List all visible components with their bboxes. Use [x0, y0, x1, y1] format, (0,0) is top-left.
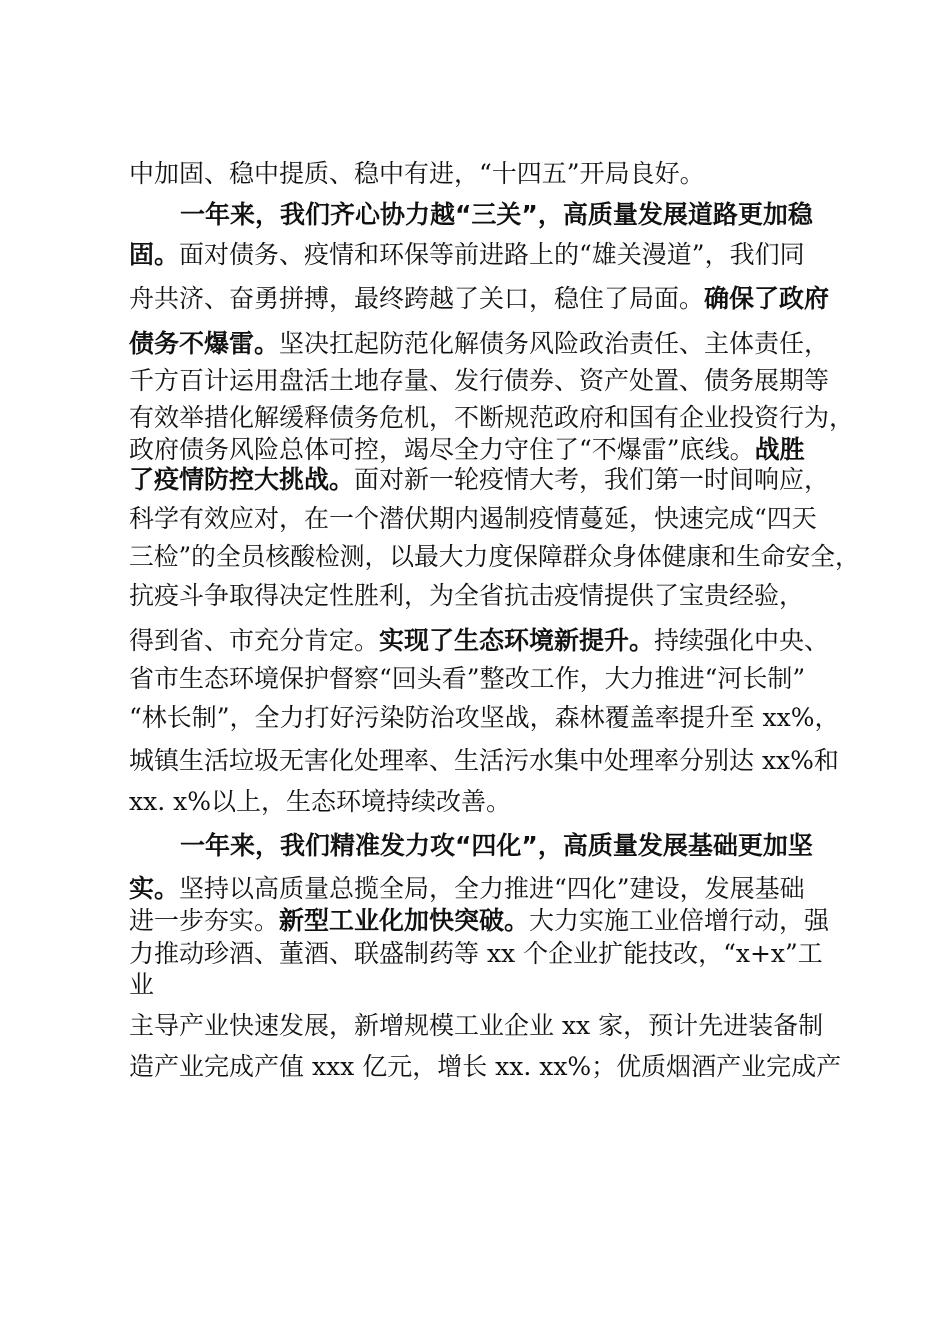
text-segment: 省市生态环境保护督察“回头看”整改工作，大力推进“河长制”: [129, 664, 806, 693]
text-segment: 面对新一轮疫情大考，我们第一时间响应，: [354, 465, 830, 494]
text-line: [180, 198, 813, 232]
text-segment: “林长制”，全力打好污染防治攻坚战，森林覆盖率提升至 xx%，: [129, 703, 840, 732]
text-line: [129, 579, 804, 613]
text-line: [129, 157, 705, 191]
text-segment: 科学有效应对，在一个潜伏期内遏制疫情蔓延，快速完成“四天: [129, 504, 817, 533]
text-line: [129, 1009, 823, 1043]
text-line: [129, 701, 839, 735]
text-line: [129, 968, 154, 1002]
text-line: [180, 829, 813, 863]
bold-segment: 固。: [129, 240, 180, 269]
text-segment: 政府债务风险总体可控，竭尽全力守住了“不爆雷”底线。: [129, 435, 755, 464]
text-segment: 城镇生活垃圾无害化处理率、生活污水集中处理率分别达 xx%和: [129, 746, 839, 775]
bold-segment: 了疫情防控大挑战。: [129, 465, 355, 494]
text-line: [129, 872, 805, 906]
text-segment: 进一步夯实。: [129, 906, 280, 935]
text-line: [129, 540, 860, 574]
text-segment: 力推动珍酒、董酒、联盛制药等 xx 个企业扩能技改，“x+x”工: [129, 939, 823, 968]
text-segment: xx. x%以上，生态环境持续改善。: [129, 787, 511, 816]
text-segment: 持续强化中央、: [654, 626, 830, 655]
text-segment: 中加固、稳中提质、稳中有进，“十四五”开局良好。: [129, 159, 705, 188]
text-line: [129, 401, 854, 435]
text-line: [129, 282, 829, 316]
text-segment: 业: [129, 970, 155, 999]
text-segment: 坚决扛起防范化解债务风险政治责任、主体责任，: [279, 329, 830, 358]
text-segment: 舟共济、奋勇拼搏，最终跨越了关口，稳住了局面。: [129, 284, 705, 313]
text-line: [129, 785, 511, 819]
text-segment: 有效举措化解缓释债务危机，不断规范政府和国有企业投资行为，: [129, 403, 855, 432]
bold-segment: 新型工业化加快突破。: [279, 906, 530, 935]
bold-segment: 战胜: [754, 435, 805, 464]
text-line: [129, 744, 839, 778]
text-line: [129, 502, 817, 536]
text-segment: 坚持以高质量总揽全局，全力推进“四化”建设，发展基础: [179, 874, 805, 903]
text-line: [129, 904, 829, 938]
bold-segment: 实现了生态环境新提升。: [379, 626, 655, 655]
bold-segment: 一年来，我们精准发力攻“四化”，高质量发展基础更加坚: [180, 831, 813, 860]
text-segment: 得到省、市充分肯定。: [129, 626, 380, 655]
text-line: [129, 662, 805, 696]
text-line: [129, 433, 805, 467]
text-line: [129, 364, 829, 398]
text-line: [129, 1050, 841, 1084]
text-segment: 主导产业快速发展，新增规模工业企业 xx 家，预计先进装备制: [129, 1011, 824, 1040]
bold-segment: 确保了政府: [704, 284, 830, 313]
bold-segment: 债务不爆雷。: [129, 329, 280, 358]
text-segment: 抗疫斗争取得决定性胜利，为全省抗击疫情提供了宝贵经验，: [129, 581, 805, 610]
text-line: [129, 238, 805, 272]
text-line: [129, 937, 823, 971]
bold-segment: 实。: [129, 874, 180, 903]
text-segment: 千方百计运用盘活土地存量、发行债券、资产处置、债务展期等: [129, 366, 830, 395]
text-segment: 面对债务、疫情和环保等前进路上的“雄关漫道”，我们同: [179, 240, 805, 269]
text-segment: 三检”的全员核酸检测，以最大力度保障群众身体健康和生命安全，: [129, 542, 860, 571]
text-line: [129, 463, 829, 497]
text-segment: 造产业完成产值 xxx 亿元，增长 xx. xx%；优质烟酒产业完成产: [129, 1052, 842, 1081]
text-segment: 大力实施工业倍增行动，强: [529, 906, 830, 935]
bold-segment: 一年来，我们齐心协力越“三关”，高质量发展道路更加稳: [180, 200, 813, 229]
text-line: [129, 624, 829, 658]
text-line: [129, 327, 829, 361]
